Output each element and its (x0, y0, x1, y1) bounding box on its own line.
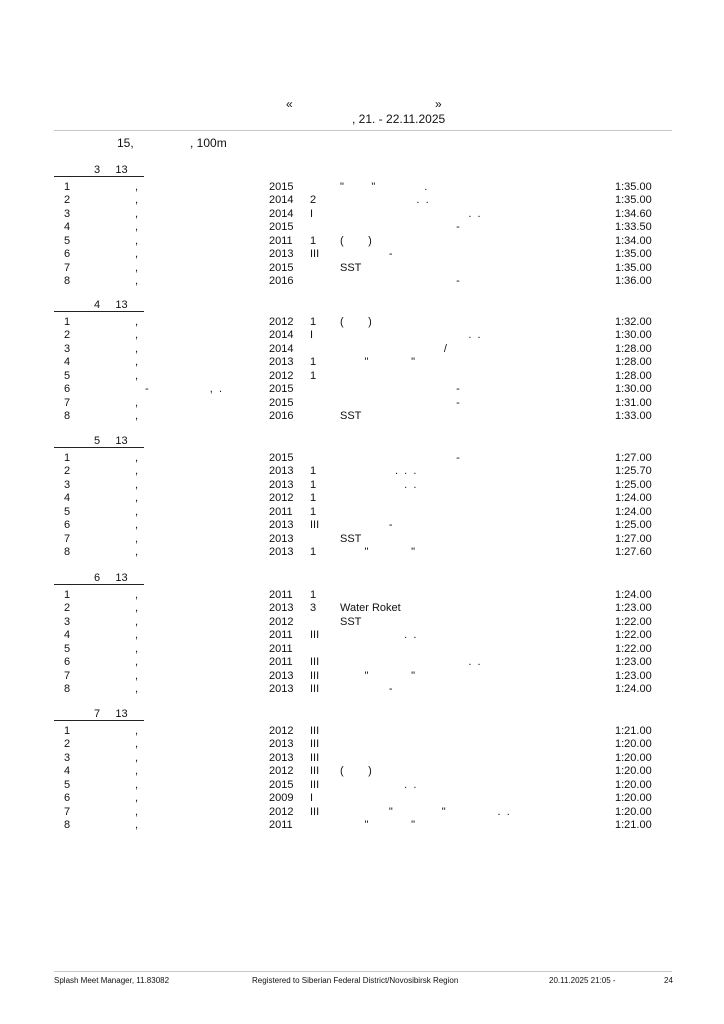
birth-year: 2011 (269, 506, 293, 518)
lane-number: 8 (64, 275, 71, 287)
entry-time: 1:36.00 (615, 275, 652, 287)
lane-number: 3 (64, 479, 71, 491)
sport-rank: 1 (310, 506, 317, 518)
birth-year: 2013 (269, 479, 294, 491)
club-name: ( ) (340, 235, 372, 247)
sport-rank: III (310, 683, 320, 695)
birth-year: 2014 (269, 329, 294, 341)
club-name: " " (340, 819, 416, 831)
sport-rank: 1 (310, 370, 317, 382)
table-row (0, 492, 724, 505)
entry-time: 1:25.00 (615, 479, 652, 491)
athlete-name: , (135, 670, 139, 682)
competition-dates: , 21. - 22.11.2025 (352, 112, 446, 126)
entry-time: 1:28.00 (615, 343, 652, 355)
birth-year: 2013 (269, 602, 294, 614)
heat-underline (54, 311, 144, 312)
lane-number: 4 (64, 629, 71, 641)
club-name: / (340, 343, 447, 355)
birth-year: 2015 (269, 452, 294, 464)
athlete-name: , (135, 410, 139, 422)
table-row (0, 589, 724, 602)
lane-number: 7 (64, 262, 71, 274)
table-row (0, 356, 724, 369)
athlete-name: , (135, 546, 139, 558)
club-name: - (340, 519, 393, 531)
entry-time: 1:34.60 (615, 208, 652, 220)
lane-number: 2 (64, 194, 71, 206)
club-name: - (340, 452, 460, 464)
athlete-name: - , . (145, 383, 223, 395)
athlete-name: , (135, 589, 139, 601)
heat-label: 3 13 (94, 164, 128, 176)
lane-number: 6 (64, 248, 71, 260)
athlete-name: , (135, 806, 139, 818)
footer-page-number: 24 (664, 976, 673, 985)
birth-year: 2015 (269, 221, 294, 233)
club-name: . . (340, 779, 417, 791)
club-name: ( ) (340, 316, 372, 328)
club-name: SST (340, 410, 362, 422)
birth-year: 2013 (269, 248, 294, 260)
athlete-name: , (135, 602, 139, 614)
table-row (0, 643, 724, 656)
athlete-name: , (135, 629, 139, 641)
entry-time: 1:21.00 (615, 819, 652, 831)
entry-time: 1:32.00 (615, 316, 652, 328)
table-row (0, 506, 724, 519)
table-row (0, 275, 724, 288)
sport-rank: 2 (310, 194, 317, 206)
table-row (0, 629, 724, 642)
table-row (0, 616, 724, 629)
athlete-name: , (135, 194, 139, 206)
lane-number: 5 (64, 506, 71, 518)
sport-rank: I (310, 329, 314, 341)
birth-year: 2016 (269, 410, 294, 422)
lane-number: 6 (64, 383, 71, 395)
lane-number: 6 (64, 519, 71, 531)
sport-rank: III (310, 248, 320, 260)
club-name: - (340, 275, 460, 287)
athlete-name: , (135, 792, 139, 804)
lane-number: 7 (64, 397, 71, 409)
lane-number: 4 (64, 765, 71, 777)
lane-number: 7 (64, 670, 71, 682)
heat-underline (54, 584, 144, 585)
table-row (0, 819, 724, 832)
birth-year: 2014 (269, 343, 294, 355)
athlete-name: , (135, 656, 139, 668)
athlete-name: , (135, 819, 139, 831)
entry-time: 1:27.60 (615, 546, 652, 558)
entry-time: 1:35.00 (615, 181, 652, 193)
entry-time: 1:34.00 (615, 235, 652, 247)
sport-rank: III (310, 752, 320, 764)
sport-rank: 1 (310, 479, 317, 491)
birth-year: 2013 (269, 356, 294, 368)
club-name: SST (340, 262, 362, 274)
lane-number: 5 (64, 643, 71, 655)
lane-number: 1 (64, 725, 71, 737)
athlete-name: , (135, 752, 139, 764)
lane-number: 6 (64, 792, 71, 804)
table-row (0, 208, 724, 221)
lane-number: 1 (64, 181, 71, 193)
header-divider (54, 130, 672, 131)
lane-number: 4 (64, 356, 71, 368)
athlete-name: , (135, 181, 139, 193)
club-name: - (340, 221, 460, 233)
event-number: 15, (117, 136, 134, 150)
birth-year: 2016 (269, 275, 294, 287)
athlete-name: , (135, 452, 139, 464)
sport-rank: I (310, 208, 314, 220)
club-name: . . (340, 208, 481, 220)
club-name: - (340, 683, 393, 695)
table-row (0, 452, 724, 465)
club-name: SST (340, 533, 362, 545)
footer-software: Splash Meet Manager, 11.83082 (54, 976, 170, 985)
entry-time: 1:27.00 (615, 452, 652, 464)
entry-time: 1:24.00 (615, 683, 652, 695)
entry-time: 1:30.00 (615, 383, 652, 395)
entry-time: 1:33.50 (615, 221, 652, 233)
birth-year: 2013 (269, 683, 294, 695)
entry-time: 1:35.00 (615, 248, 652, 260)
sport-rank: 1 (310, 465, 317, 477)
birth-year: 2009 (269, 792, 294, 804)
table-row (0, 519, 724, 532)
entry-time: 1:24.00 (615, 589, 652, 601)
athlete-name: , (135, 465, 139, 477)
table-row (0, 329, 724, 342)
lane-number: 8 (64, 683, 71, 695)
entry-time: 1:22.00 (615, 643, 652, 655)
table-row (0, 181, 724, 194)
athlete-name: , (135, 235, 139, 247)
sport-rank: III (310, 656, 320, 668)
birth-year: 2015 (269, 181, 294, 193)
lane-number: 1 (64, 452, 71, 464)
table-row (0, 779, 724, 792)
table-row (0, 683, 724, 696)
birth-year: 2012 (269, 765, 294, 777)
sport-rank: III (310, 670, 320, 682)
birth-year: 2013 (269, 752, 294, 764)
lane-number: 2 (64, 602, 71, 614)
entry-time: 1:20.00 (615, 765, 652, 777)
athlete-name: , (135, 643, 139, 655)
birth-year: 2015 (269, 397, 294, 409)
sport-rank: 1 (310, 589, 317, 601)
entry-time: 1:20.00 (615, 779, 652, 791)
birth-year: 2011 (269, 643, 293, 655)
header-close-quote: » (435, 97, 442, 111)
athlete-name: , (135, 779, 139, 791)
header-open-quote: « (286, 97, 293, 111)
lane-number: 6 (64, 656, 71, 668)
entry-time: 1:35.00 (615, 194, 652, 206)
birth-year: 2013 (269, 519, 294, 531)
birth-year: 2013 (269, 533, 294, 545)
table-row (0, 262, 724, 275)
club-name: . . (340, 629, 417, 641)
birth-year: 2011 (269, 235, 293, 247)
entry-time: 1:27.00 (615, 533, 652, 545)
table-row (0, 765, 724, 778)
heat-underline (54, 447, 144, 448)
athlete-name: , (135, 221, 139, 233)
table-row (0, 410, 724, 423)
table-row (0, 546, 724, 559)
birth-year: 2012 (269, 492, 294, 504)
table-row (0, 806, 724, 819)
lane-number: 1 (64, 589, 71, 601)
athlete-name: , (135, 370, 139, 382)
lane-number: 3 (64, 343, 71, 355)
entry-time: 1:25.00 (615, 519, 652, 531)
footer-registration: Registered to Siberian Federal District/Novosibirsk Region (252, 976, 459, 985)
entry-time: 1:25.70 (615, 465, 652, 477)
entry-time: 1:21.00 (615, 725, 652, 737)
entry-time: 1:22.00 (615, 629, 652, 641)
heat-label: 5 13 (94, 435, 128, 447)
footer-divider (54, 971, 672, 972)
athlete-name: , (135, 683, 139, 695)
club-name: . . (340, 656, 481, 668)
table-row (0, 752, 724, 765)
footer-timestamp: 20.11.2025 21:05 - (549, 976, 616, 985)
table-row (0, 533, 724, 546)
lane-number: 5 (64, 235, 71, 247)
athlete-name: , (135, 765, 139, 777)
birth-year: 2013 (269, 670, 294, 682)
table-row (0, 397, 724, 410)
sport-rank: I (310, 792, 314, 804)
lane-number: 2 (64, 329, 71, 341)
lane-number: 8 (64, 819, 71, 831)
athlete-name: , (135, 248, 139, 260)
lane-number: 3 (64, 208, 71, 220)
club-name: SST (340, 616, 362, 628)
entry-time: 1:20.00 (615, 792, 652, 804)
athlete-name: , (135, 533, 139, 545)
entry-time: 1:33.00 (615, 410, 652, 422)
club-name: - (340, 383, 460, 395)
lane-number: 1 (64, 316, 71, 328)
lane-number: 2 (64, 738, 71, 750)
club-name: ( ) (340, 765, 372, 777)
sport-rank: III (310, 629, 320, 641)
birth-year: 2011 (269, 656, 293, 668)
birth-year: 2014 (269, 194, 294, 206)
lane-number: 5 (64, 370, 71, 382)
table-row (0, 792, 724, 805)
club-name: " " . . (340, 806, 510, 818)
athlete-name: , (135, 356, 139, 368)
table-row (0, 670, 724, 683)
event-distance: , 100m (190, 136, 227, 150)
club-name: " " (340, 546, 416, 558)
entry-time: 1:20.00 (615, 738, 652, 750)
birth-year: 2012 (269, 806, 294, 818)
athlete-name: , (135, 506, 139, 518)
table-row (0, 194, 724, 207)
athlete-name: , (135, 316, 139, 328)
club-name: Water Roket (340, 602, 401, 614)
birth-year: 2014 (269, 208, 294, 220)
lane-number: 8 (64, 546, 71, 558)
athlete-name: , (135, 329, 139, 341)
entry-time: 1:23.00 (615, 602, 652, 614)
sport-rank: 1 (310, 356, 317, 368)
club-name: . . (340, 329, 481, 341)
table-row (0, 235, 724, 248)
club-name: " " (340, 356, 416, 368)
table-row (0, 656, 724, 669)
sport-rank: III (310, 519, 320, 531)
entry-time: 1:23.00 (615, 656, 652, 668)
table-row (0, 738, 724, 751)
entry-time: 1:35.00 (615, 262, 652, 274)
athlete-name: , (135, 397, 139, 409)
birth-year: 2011 (269, 589, 293, 601)
athlete-name: , (135, 616, 139, 628)
birth-year: 2012 (269, 616, 294, 628)
table-row (0, 343, 724, 356)
table-row (0, 221, 724, 234)
birth-year: 2012 (269, 370, 294, 382)
club-name: - (340, 248, 393, 260)
table-row (0, 465, 724, 478)
athlete-name: , (135, 479, 139, 491)
club-name: " " (340, 670, 416, 682)
table-row (0, 370, 724, 383)
birth-year: 2011 (269, 819, 293, 831)
lane-number: 2 (64, 465, 71, 477)
lane-number: 3 (64, 752, 71, 764)
table-row (0, 602, 724, 615)
sport-rank: III (310, 806, 320, 818)
club-name: . . (340, 194, 429, 206)
entry-time: 1:28.00 (615, 370, 652, 382)
athlete-name: , (135, 492, 139, 504)
heat-underline (54, 720, 144, 721)
entry-time: 1:28.00 (615, 356, 652, 368)
club-name: . . . (340, 465, 417, 477)
entry-time: 1:22.00 (615, 616, 652, 628)
sport-rank: III (310, 738, 320, 750)
sport-rank: 3 (310, 602, 317, 614)
lane-number: 8 (64, 410, 71, 422)
birth-year: 2012 (269, 725, 294, 737)
sport-rank: III (310, 725, 320, 737)
table-row (0, 383, 724, 396)
heat-label: 4 13 (94, 299, 128, 311)
heat-label: 7 13 (94, 708, 128, 720)
table-row (0, 479, 724, 492)
entry-time: 1:20.00 (615, 806, 652, 818)
athlete-name: , (135, 275, 139, 287)
table-row (0, 248, 724, 261)
club-name: - (340, 397, 460, 409)
sport-rank: 1 (310, 235, 317, 247)
heat-label: 6 13 (94, 572, 128, 584)
table-row (0, 316, 724, 329)
lane-number: 3 (64, 616, 71, 628)
club-name: " " . (340, 181, 428, 193)
athlete-name: , (135, 343, 139, 355)
sport-rank: 1 (310, 492, 317, 504)
entry-time: 1:24.00 (615, 492, 652, 504)
birth-year: 2015 (269, 779, 294, 791)
entry-time: 1:20.00 (615, 752, 652, 764)
sport-rank: 1 (310, 546, 317, 558)
heat-underline (54, 176, 144, 177)
athlete-name: , (135, 738, 139, 750)
entry-time: 1:23.00 (615, 670, 652, 682)
birth-year: 2011 (269, 629, 293, 641)
club-name: . . (340, 479, 417, 491)
athlete-name: , (135, 208, 139, 220)
table-row (0, 725, 724, 738)
birth-year: 2013 (269, 546, 294, 558)
birth-year: 2013 (269, 738, 294, 750)
sport-rank: III (310, 765, 320, 777)
sport-rank: 1 (310, 316, 317, 328)
lane-number: 5 (64, 779, 71, 791)
lane-number: 4 (64, 492, 71, 504)
birth-year: 2015 (269, 383, 294, 395)
entry-time: 1:31.00 (615, 397, 652, 409)
athlete-name: , (135, 725, 139, 737)
lane-number: 4 (64, 221, 71, 233)
lane-number: 7 (64, 806, 71, 818)
athlete-name: , (135, 519, 139, 531)
birth-year: 2012 (269, 316, 294, 328)
athlete-name: , (135, 262, 139, 274)
entry-time: 1:30.00 (615, 329, 652, 341)
sport-rank: III (310, 779, 320, 791)
lane-number: 7 (64, 533, 71, 545)
birth-year: 2013 (269, 465, 294, 477)
entry-time: 1:24.00 (615, 506, 652, 518)
birth-year: 2015 (269, 262, 294, 274)
